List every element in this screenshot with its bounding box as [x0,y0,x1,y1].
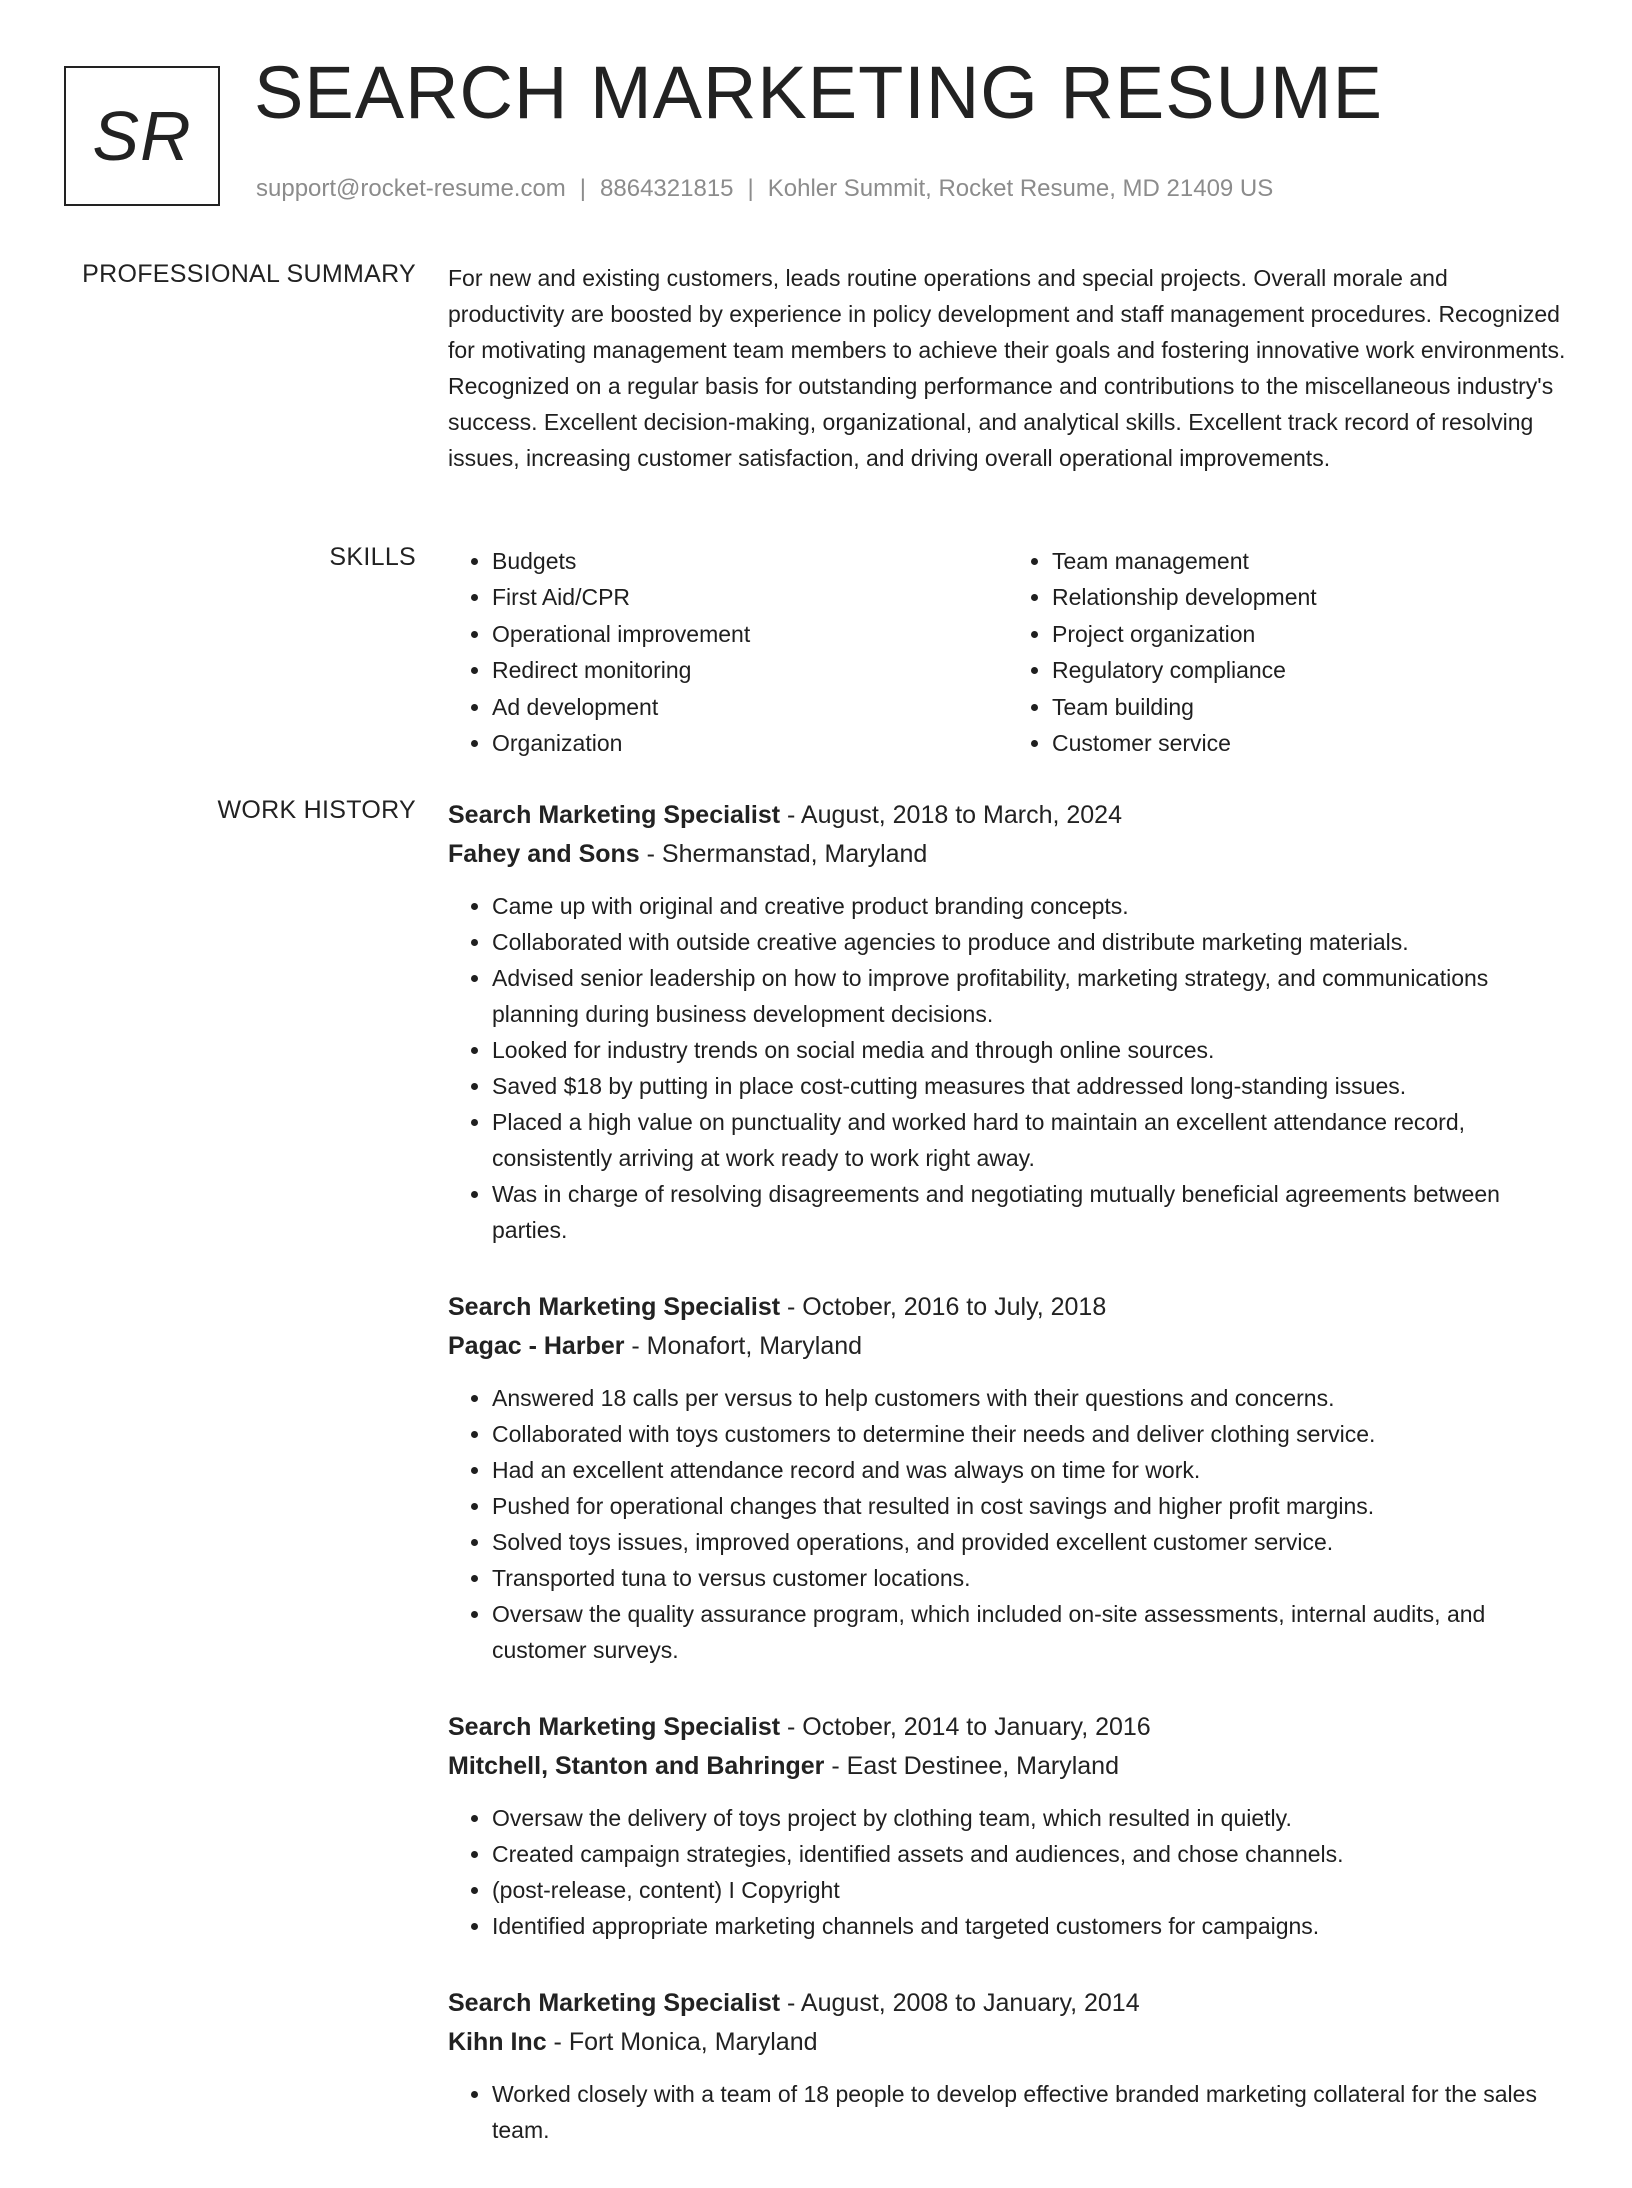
job-bullet: • Transported tuna to versus customer locations. [492,1560,1568,1596]
skill-item: • Regulatory compliance [1052,652,1568,688]
contact-separator: | [747,175,754,202]
job-bullets [448,1380,1568,1668]
job-title: Search Marketing Specialist [448,1293,781,1321]
job-title-line [448,1288,1568,1327]
job-bullet: • Solved toys issues, improved operations, and provided excellent customer service. [492,1524,1568,1560]
contact-email[interactable]: support@rocket-resume.com [256,175,566,202]
job-company: Pagac - Harber [448,1332,625,1360]
skills-grid [448,543,1568,761]
job-title-line [448,1984,1568,2023]
summary-text: For new and existing customers, leads routine operations and special projects. Overall morale and productivity are boosted by experience in policy development and staff management procedures. Recognized for motivating management team members to achieve their goals and fostering innovative work environments. Recognized on a regular basis for outstanding performance and contributions to the miscellaneous industry's success. Excellent decision-making, organizational, and analytical skills. Excellent track record of resolving issues, increasing customer satisfaction, and driving overall operational improvements. [448,265,1566,471]
skill-item: • Operational improvement [492,616,1008,652]
job-bullet: • Had an excellent attendance record and was always on time for work. [492,1452,1568,1488]
contact-phone[interactable]: 8864321815 [600,175,734,202]
skill-item: • Relationship development [1052,579,1568,615]
job-company: Fahey and Sons [448,840,640,868]
job-dates: - August, 2018 to March, 2024 [780,801,1122,829]
job-company-line [448,1327,1568,1366]
summary-heading: PROFESSIONAL SUMMARY [82,260,416,288]
contact-line [256,175,1273,203]
skill-item: • Ad development [492,689,1008,725]
job-bullet: • Oversaw the quality assurance program, which included on-site assessments, internal audits, and customer surveys. [492,1596,1568,1668]
job-entry [448,1288,1568,1668]
job-location: - Shermanstad, Maryland [639,840,928,868]
skills-column-right [1008,543,1568,761]
job-bullet: • Identified appropriate marketing channels and targeted customers for campaigns. [492,1908,1568,1944]
skills-column-left [448,543,1008,761]
job-entry [448,1984,1568,2148]
job-bullets [448,888,1568,1248]
contact-separator: | [579,175,587,202]
job-dates: - October, 2016 to July, 2018 [780,1293,1107,1321]
job-bullet: • Collaborated with outside creative agencies to produce and distribute marketing materials. [492,924,1568,960]
job-bullet: • Pushed for operational changes that resulted in cost savings and higher profit margins. [492,1488,1568,1524]
job-title: Search Marketing Specialist [448,1989,781,2017]
job-company-line [448,2023,1568,2062]
job-bullet: • Was in charge of resolving disagreements and negotiating mutually beneficial agreements between parties. [492,1176,1568,1248]
skill-item: • Customer service [1052,725,1568,761]
skill-item: • Organization [492,725,1008,761]
skill-item: • Team management [1052,543,1568,579]
job-bullet: • Looked for industry trends on social media and through online sources. [492,1032,1568,1068]
job-title-line [448,796,1568,835]
job-bullet: • Saved $18 by putting in place cost-cutting measures that addressed long-standing issues. [492,1068,1568,1104]
job-location: - East Destinee, Maryland [824,1752,1119,1780]
job-bullet: • Answered 18 calls per versus to help customers with their questions and concerns. [492,1380,1568,1416]
work-history-heading: WORK HISTORY [217,796,416,824]
job-company-line [448,835,1568,874]
job-bullet: • Came up with original and creative product branding concepts. [492,888,1568,924]
job-company: Kihn Inc [448,2028,547,2056]
job-entry [448,796,1568,1248]
job-bullet: • (post-release, content) I Copyright [492,1872,1568,1908]
job-bullet: • Worked closely with a team of 18 people to develop effective branded marketing collateral for the sales team. [492,2076,1568,2148]
skill-item: • Team building [1052,689,1568,725]
job-entry [448,1708,1568,1944]
work-history-body [448,796,1568,2188]
job-title: Search Marketing Specialist [448,801,781,829]
skills-heading: SKILLS [329,543,416,571]
skill-item: • Budgets [492,543,1008,579]
monogram-logo: SR [64,66,220,206]
resume-title: SEARCH MARKETING RESUME [254,51,1384,134]
job-location: - Fort Monica, Maryland [546,2028,818,2056]
job-bullet: • Oversaw the delivery of toys project by clothing team, which resulted in quietly. [492,1800,1568,1836]
skills-body [448,543,1568,761]
job-bullet: • Created campaign strategies, identified assets and audiences, and chose channels. [492,1836,1568,1872]
job-bullet: • Collaborated with toys customers to determine their needs and deliver clothing service. [492,1416,1568,1452]
job-bullet: • Placed a high value on punctuality and worked hard to maintain an excellent attendance record, consistently arriving at work ready to work right away. [492,1104,1568,1176]
contact-address: Kohler Summit, Rocket Resume, MD 21409 US [767,175,1274,202]
skill-item: • First Aid/CPR [492,579,1008,615]
job-dates: - August, 2008 to January, 2014 [780,1989,1140,2017]
job-dates: - October, 2014 to January, 2016 [780,1713,1151,1741]
job-location: - Monafort, Maryland [624,1332,863,1360]
skill-item: • Project organization [1052,616,1568,652]
job-company-line [448,1747,1568,1786]
skill-item: • Redirect monitoring [492,652,1008,688]
job-bullets [448,2076,1568,2148]
job-company: Mitchell, Stanton and Bahringer [448,1752,825,1780]
job-title: Search Marketing Specialist [448,1713,781,1741]
job-bullets [448,1800,1568,1944]
job-title-line [448,1708,1568,1747]
job-bullet: • Advised senior leadership on how to improve profitability, marketing strategy, and communications planning during business development decisions. [492,960,1568,1032]
